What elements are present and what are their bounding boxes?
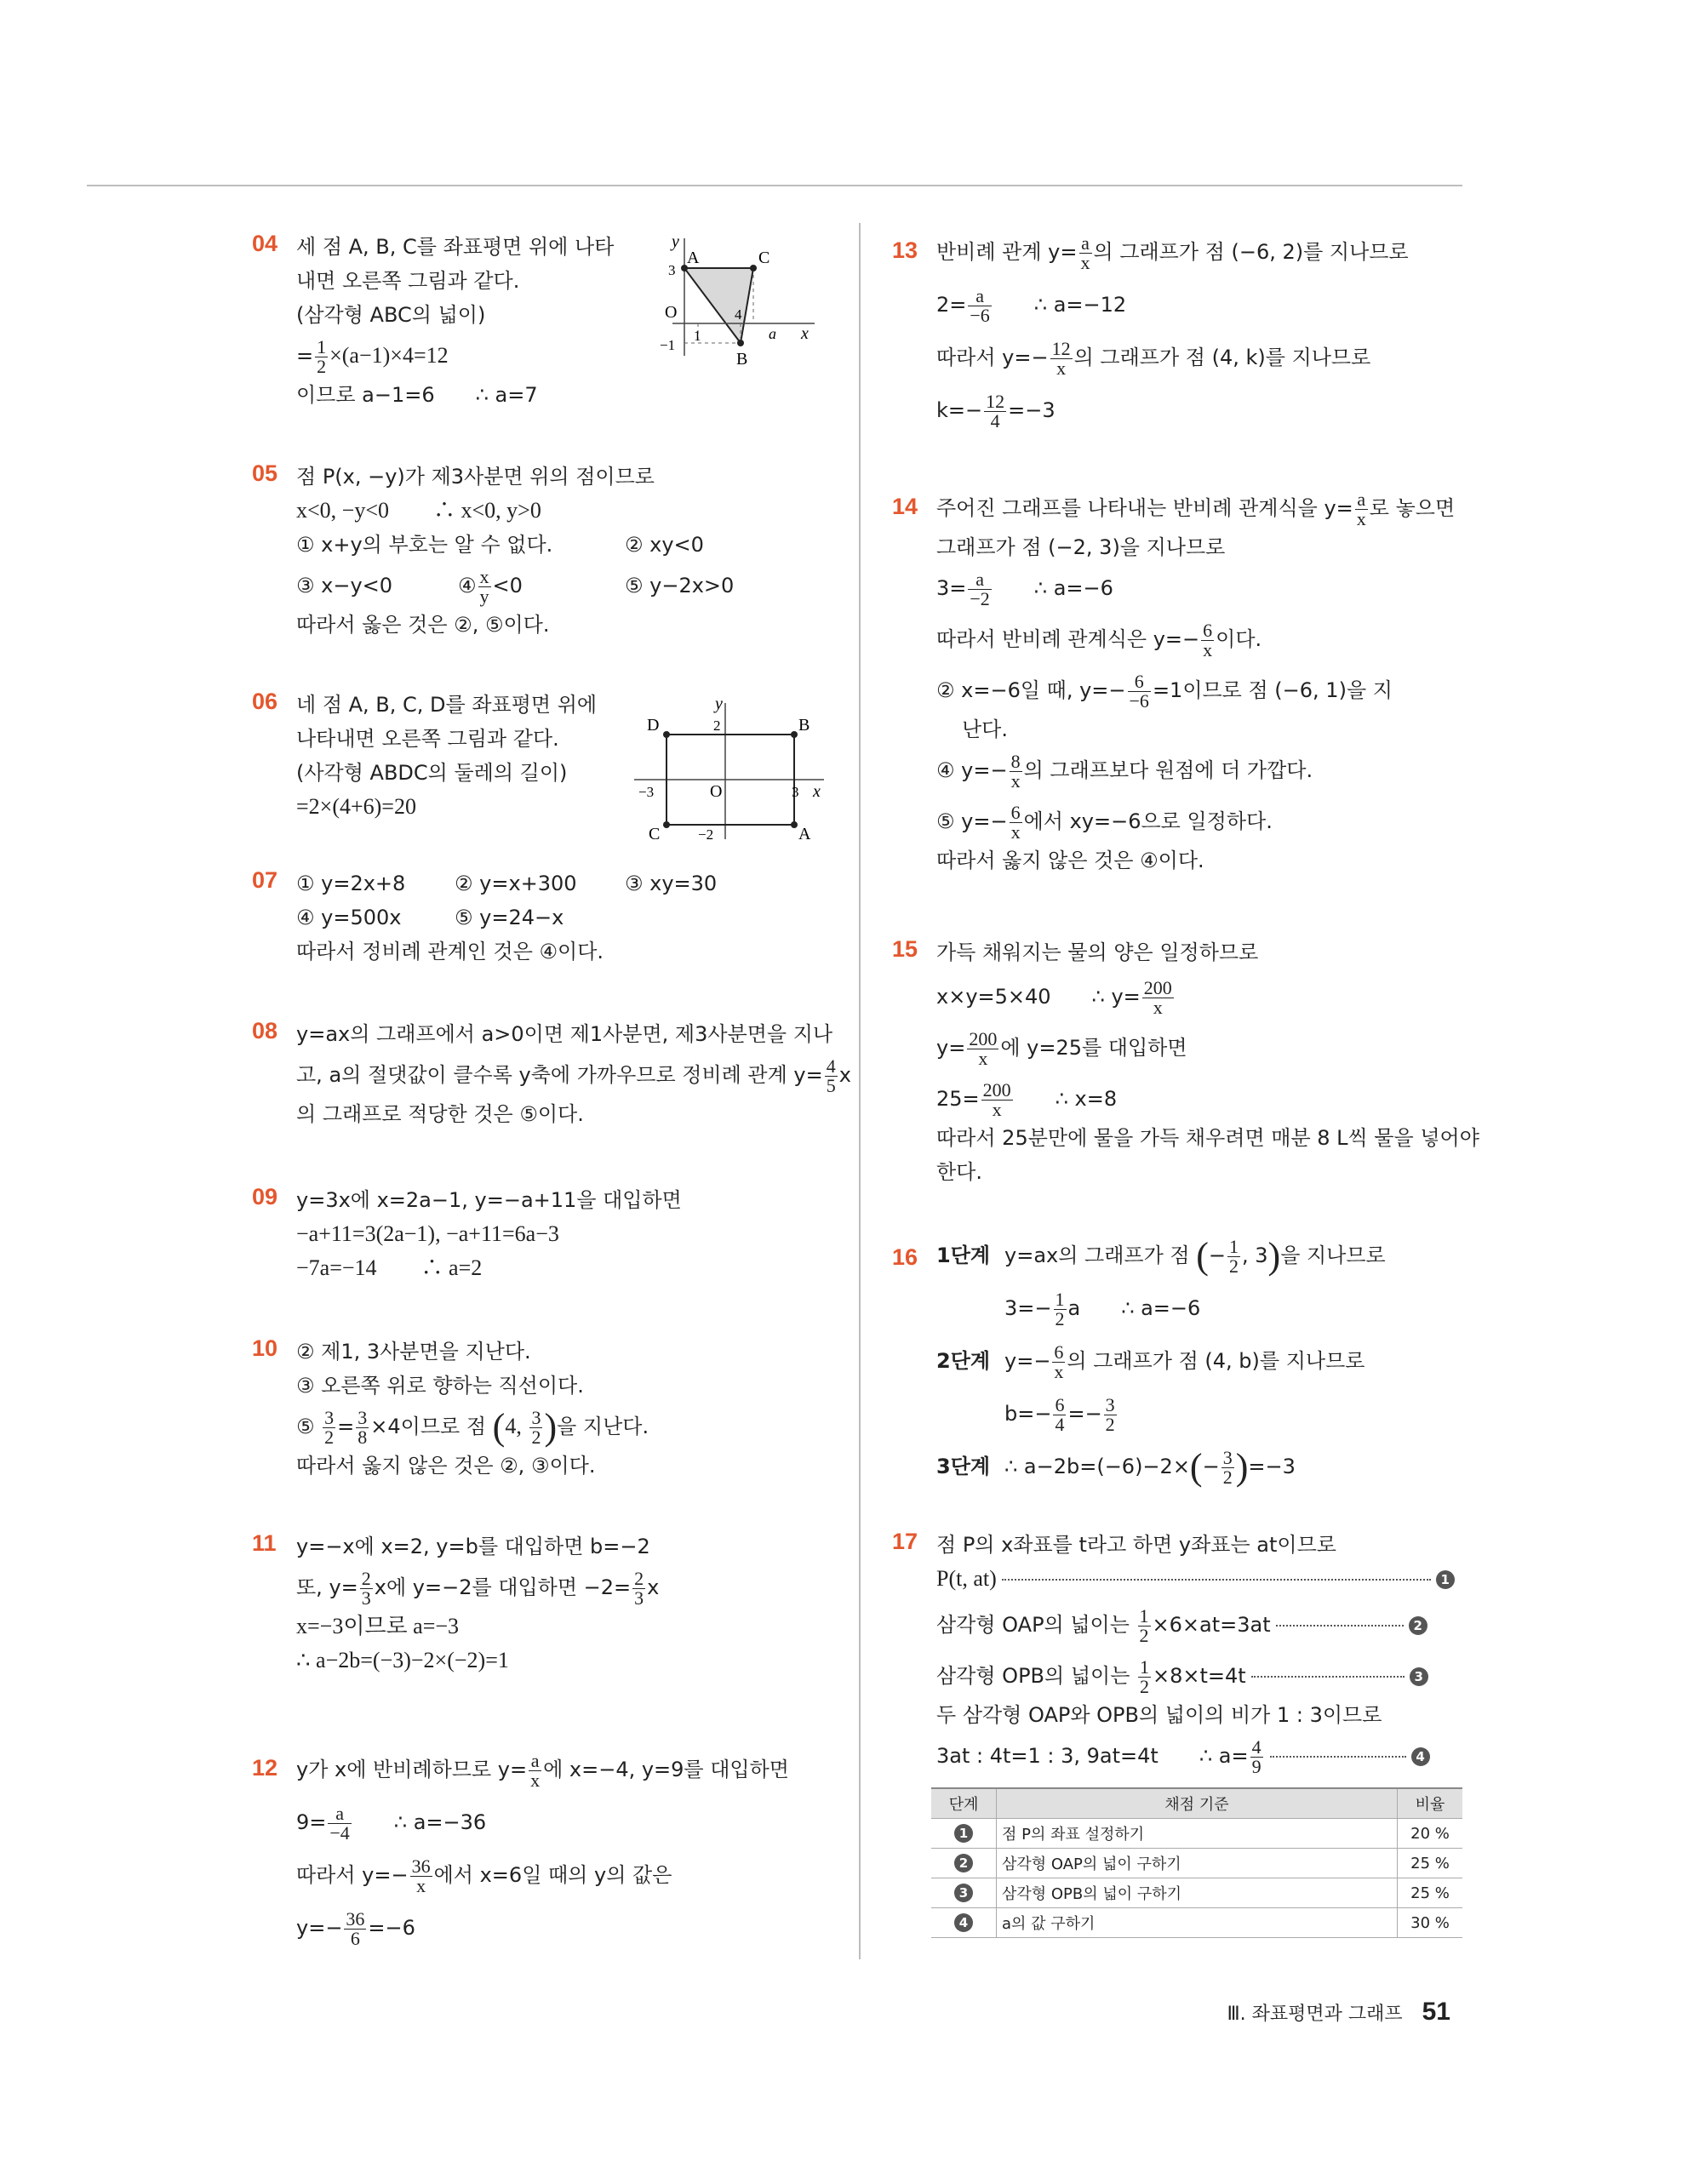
table-cell: 점 P의 좌표 설정하기 <box>997 1819 1398 1849</box>
text-line: y=−x에 x=2, y=b를 대입하면 b=−2 <box>296 1535 650 1558</box>
problem-number: 04 <box>252 231 278 256</box>
problem-body <box>936 1232 1386 1489</box>
formula-line: 3at : 4t=1 : 3, 9at=4t ∴ a= $\frac{4}{9}$ 4 <box>936 1733 1455 1779</box>
page-number: 51 <box>1422 1998 1450 2026</box>
text-line: 세 점 A, B, C를 좌표평면 위에 나타 <box>296 235 615 259</box>
label-a: A <box>687 249 700 267</box>
y-label: y <box>672 232 679 251</box>
formula-line: 따라서 반비례 관계식은 y=− $\frac{6}{x}$ 이다. <box>936 619 1262 660</box>
label-a: A <box>798 825 811 841</box>
table-cell: 25 % <box>1398 1878 1463 1908</box>
problem-number: 16 <box>892 1244 918 1270</box>
label-c: C <box>649 825 661 841</box>
problem-body <box>296 1335 649 1484</box>
text-line: 내면 오른쪽 그림과 같다. <box>296 269 520 293</box>
text-line: y=3x에 x=2a−1, y=−a+11을 대입하면 <box>296 1188 682 1212</box>
formula-line: −7a=−14 ∴ a=2 <box>296 1255 483 1280</box>
problem-number: 11 <box>252 1530 277 1556</box>
step-line: 2단계 y=− $\frac{6}{x}$ 의 그래프가 점 (4, b)를 지나므로 <box>936 1341 1365 1382</box>
formula-line: P(t, at) 1 <box>936 1563 1455 1597</box>
formula-line: 삼각형 OAP의 넓이는 $\frac{1}{2}$ ×6×at=3at 2 <box>936 1602 1455 1648</box>
formula-line: x×y=5×40 ∴ y= $\frac{200}{x}$ <box>936 976 1172 1018</box>
step-marker: 2 <box>1409 1616 1427 1635</box>
problem-body <box>936 485 1455 878</box>
table-cell: 삼각형 OAP의 넓이 구하기 <box>997 1849 1398 1878</box>
text-line: 따라서 옳지 않은 것은 ④이다. <box>936 849 1204 872</box>
text-line: 그래프가 점 (−2, 3)을 지나므로 <box>936 535 1226 559</box>
column-divider <box>859 223 861 1959</box>
text-line: 점 P의 x좌표를 t라고 하면 y좌표는 at이므로 <box>936 1533 1336 1557</box>
problem-number: 05 <box>252 460 278 486</box>
formula-line: 25= $\frac{200}{x}$ ∴ x=8 <box>936 1078 1118 1120</box>
table-header: 단계 <box>931 1788 997 1819</box>
section-title: Ⅲ. 좌표평면과 그래프 <box>1227 2004 1403 2025</box>
origin-label: O <box>665 303 678 322</box>
text-line: ② 제1, 3사분면을 지난다. <box>296 1340 531 1364</box>
table-row <box>931 1819 1462 1849</box>
formula-line: 고, a의 절댓값이 클수록 y축에 가까우므로 정비례 관계 y= $\frac{4}{5}$ x <box>296 1055 851 1096</box>
formula-line: y=− $\frac{36}{6}$ =−6 <box>296 1907 415 1949</box>
text-line: ③ 오른쪽 위로 향하는 직선이다. <box>296 1374 584 1398</box>
formula-line: ⑤ y=− $\frac{6}{x}$ 에서 xy=−6으로 일정하다. <box>936 801 1273 843</box>
problem-number: 07 <box>252 867 278 893</box>
label-b: B <box>736 350 748 369</box>
choice-line: ③ x−y<0 ④ $\frac{x}{y}$ <0 ⑤ y−2x>0 <box>296 565 735 607</box>
triangle-figure <box>634 228 821 373</box>
problem-number: 17 <box>892 1529 918 1554</box>
tick-4: 4 <box>735 306 742 323</box>
formula-line: 주어진 그래프를 나타내는 반비례 관계식을 y= $\frac{a}{x}$ 로 놓으면 <box>936 488 1456 529</box>
top-rule <box>87 185 1462 186</box>
choice-line: ① x+y의 부호는 알 수 없다. ② xy<0 <box>296 533 704 557</box>
text-line: 난다. <box>962 718 1008 741</box>
table-cell: a의 값 구하기 <box>997 1908 1398 1938</box>
problem-number: 08 <box>252 1018 278 1043</box>
point-b <box>737 340 744 346</box>
formula-line: x<0, −y<0 ∴ x<0, y>0 <box>296 498 541 523</box>
y-label: y <box>715 695 723 713</box>
fraction: $\frac{1}{2}$ <box>317 335 327 377</box>
problem-body <box>296 1184 682 1286</box>
table-header-row <box>931 1788 1462 1819</box>
formula-line: 9= $\frac{a}{-4}$ ∴ a=−36 <box>296 1802 487 1844</box>
text-line: (삼각형 ABC의 넓이) <box>296 303 486 327</box>
step-line: 3단계 ∴ a−2b=(−6)−2×(− $\frac{3}{2}$ )=−3 <box>936 1446 1296 1488</box>
step-marker: 4 <box>1411 1747 1430 1766</box>
choice-line: ① y=2x+8 ② y=x+300 ③ xy=30 <box>296 872 718 895</box>
problem-body <box>296 460 734 643</box>
text-line: 가득 채워지는 물의 양은 일정하므로 <box>936 940 1259 964</box>
formula-line: y가 x에 반비례하므로 y= $\frac{a}{x}$ 에 x=−4, y=9를 대입하면 <box>296 1749 789 1791</box>
point-a <box>791 821 798 828</box>
page-footer <box>1227 1998 1450 2027</box>
problem-number: 10 <box>252 1335 278 1361</box>
tick-neg3: −3 <box>638 784 655 800</box>
problem-body <box>296 867 717 969</box>
tick-neg2: −2 <box>698 826 714 841</box>
step-marker: 4 <box>954 1913 973 1932</box>
problem-number: 13 <box>892 237 918 263</box>
problem-body <box>936 1529 1455 1779</box>
formula-line: 2= $\frac{a}{-6}$ ∴ a=−12 <box>936 284 1127 326</box>
x-label: x <box>801 324 809 343</box>
formula-line: x=−3이므로 a=−3 <box>296 1614 460 1638</box>
step-line: 1단계 y=ax의 그래프가 점 (− $\frac{1}{2}$ , 3)을 지나므로 <box>936 1235 1386 1277</box>
table-row <box>931 1849 1462 1878</box>
tick-neg1: −1 <box>660 337 676 353</box>
formula-line: 따라서 y=− $\frac{12}{x}$ 의 그래프가 점 (4, k)를 지나므로 <box>936 337 1371 379</box>
tick-3: 3 <box>668 262 676 278</box>
text-line: 네 점 A, B, C, D를 좌표평면 위에 <box>296 693 598 717</box>
problem-body <box>936 936 1479 1190</box>
text-line: (사각형 ABDC의 둘레의 길이) <box>296 761 568 785</box>
formula-line: −a+11=3(2a−1), −a+11=6a−3 <box>296 1221 559 1246</box>
table-cell: 25 % <box>1398 1849 1463 1878</box>
text-line: 의 그래프로 적당한 것은 ⑤이다. <box>296 1102 584 1126</box>
text-line: 한다. <box>936 1160 982 1184</box>
table-header: 채점 기준 <box>997 1788 1398 1819</box>
step-marker: 3 <box>1410 1667 1428 1686</box>
table-cell: 30 % <box>1398 1908 1463 1938</box>
problem-body <box>296 1747 789 1951</box>
formula-line: ⑤ $\frac{3}{2}$ = $\frac{3}{8}$ ×4이므로 점 (4, $\frac{3}{2}$ )을 지난다. <box>296 1406 649 1448</box>
formula-line: k=− $\frac{12}{4}$ =−3 <box>936 390 1056 432</box>
text-line: 점 P(x, −y)가 제3사분면 위의 점이므로 <box>296 465 655 489</box>
problem-number: 15 <box>892 936 918 962</box>
formula-line: 따라서 y=− $\frac{36}{x}$ 에서 x=6일 때의 y의 값은 <box>296 1855 672 1896</box>
formula-line: ∴ a−2b=(−3)−2×(−2)=1 <box>296 1648 509 1672</box>
table-row <box>931 1908 1462 1938</box>
origin-label: O <box>710 782 723 801</box>
problem-body <box>296 231 614 413</box>
label-c: C <box>758 249 770 267</box>
label-d: D <box>647 716 660 735</box>
text-line: 따라서 옳은 것은 ②, ⑤이다. <box>296 613 550 637</box>
choice-line: ④ y=500x ⑤ y=24−x <box>296 906 564 929</box>
problem-number: 09 <box>252 1184 278 1209</box>
problem-body <box>296 1530 659 1678</box>
formula-line: = $\frac{1}{2}$ ×(a−1)×4=12 <box>296 335 449 377</box>
problem-body <box>936 229 1409 433</box>
tick-2: 2 <box>713 718 721 734</box>
text-line: y=ax의 그래프에서 a>0이면 제1사분면, 제3사분면을 지나 <box>296 1022 833 1046</box>
text-line: 따라서 정비례 관계인 것은 ④이다. <box>296 940 604 963</box>
problem-number: 06 <box>252 689 278 714</box>
formula-line: b=− $\frac{6}{4}$ =− $\frac{3}{2}$ <box>1004 1393 1115 1435</box>
problem-body <box>296 689 597 825</box>
tick-1: 1 <box>694 328 701 344</box>
point-d <box>663 731 670 738</box>
step-marker: 3 <box>954 1884 973 1902</box>
formula-line: 반비례 관계 y= $\frac{a}{x}$ 의 그래프가 점 (−6, 2)를 지나므로 <box>936 232 1409 273</box>
label-b: B <box>798 716 810 735</box>
formula-line: 삼각형 OPB의 넓이는 $\frac{1}{2}$ ×8×t=4t 3 <box>936 1653 1455 1699</box>
problem-body <box>296 1018 851 1132</box>
point-b <box>791 731 798 738</box>
formula-line: ④ y=− $\frac{8}{x}$ 의 그래프보다 원점에 더 가깝다. <box>936 750 1313 792</box>
formula-line: 3= $\frac{a}{-2}$ ∴ a=−6 <box>936 568 1113 609</box>
table-header: 비율 <box>1398 1788 1463 1819</box>
problem-number: 12 <box>252 1755 278 1781</box>
point-c <box>663 821 670 828</box>
formula-line: 3=− $\frac{1}{2}$ a ∴ a=−6 <box>1004 1288 1201 1329</box>
rectangle-figure <box>621 688 826 841</box>
formula-line: 또, y= $\frac{2}{3}$ x에 y=−2를 대입하면 −2= $\frac{2}{3}$ x <box>296 1567 660 1609</box>
x-label: x <box>813 782 821 801</box>
tick-3: 3 <box>792 784 799 800</box>
formula-line: y= $\frac{200}{x}$ 에 y=25를 대입하면 <box>936 1027 1187 1069</box>
formula-line: ② x=−6일 때, y=− $\frac{6}{-6}$ =1이므로 점 (−6, 1)을 지 <box>936 670 1393 712</box>
text-line: 따라서 옳지 않은 것은 ②, ③이다. <box>296 1454 596 1478</box>
table-cell: 삼각형 OPB의 넓이 구하기 <box>997 1878 1398 1908</box>
formula-line: =2×(4+6)=20 <box>296 794 416 819</box>
table-row <box>931 1878 1462 1908</box>
text-line: 이므로 a−1=6 ∴ a=7 <box>296 383 538 407</box>
text-line: 따라서 25분만에 물을 가득 채우려면 매분 8 L씩 물을 넣어야 <box>936 1126 1479 1150</box>
step-marker: 1 <box>954 1824 973 1843</box>
step-marker: 1 <box>1436 1570 1455 1589</box>
tick-a: a <box>769 325 776 342</box>
problem-number: 14 <box>892 494 918 519</box>
table-cell: 20 % <box>1398 1819 1463 1849</box>
point-c <box>750 265 757 272</box>
text-line: 나타내면 오른쪽 그림과 같다. <box>296 727 559 751</box>
scoring-table <box>931 1787 1462 1938</box>
text-line: 두 삼각형 OAP와 OPB의 넓이의 비가 1 : 3이므로 <box>936 1703 1382 1727</box>
step-marker: 2 <box>954 1854 973 1872</box>
